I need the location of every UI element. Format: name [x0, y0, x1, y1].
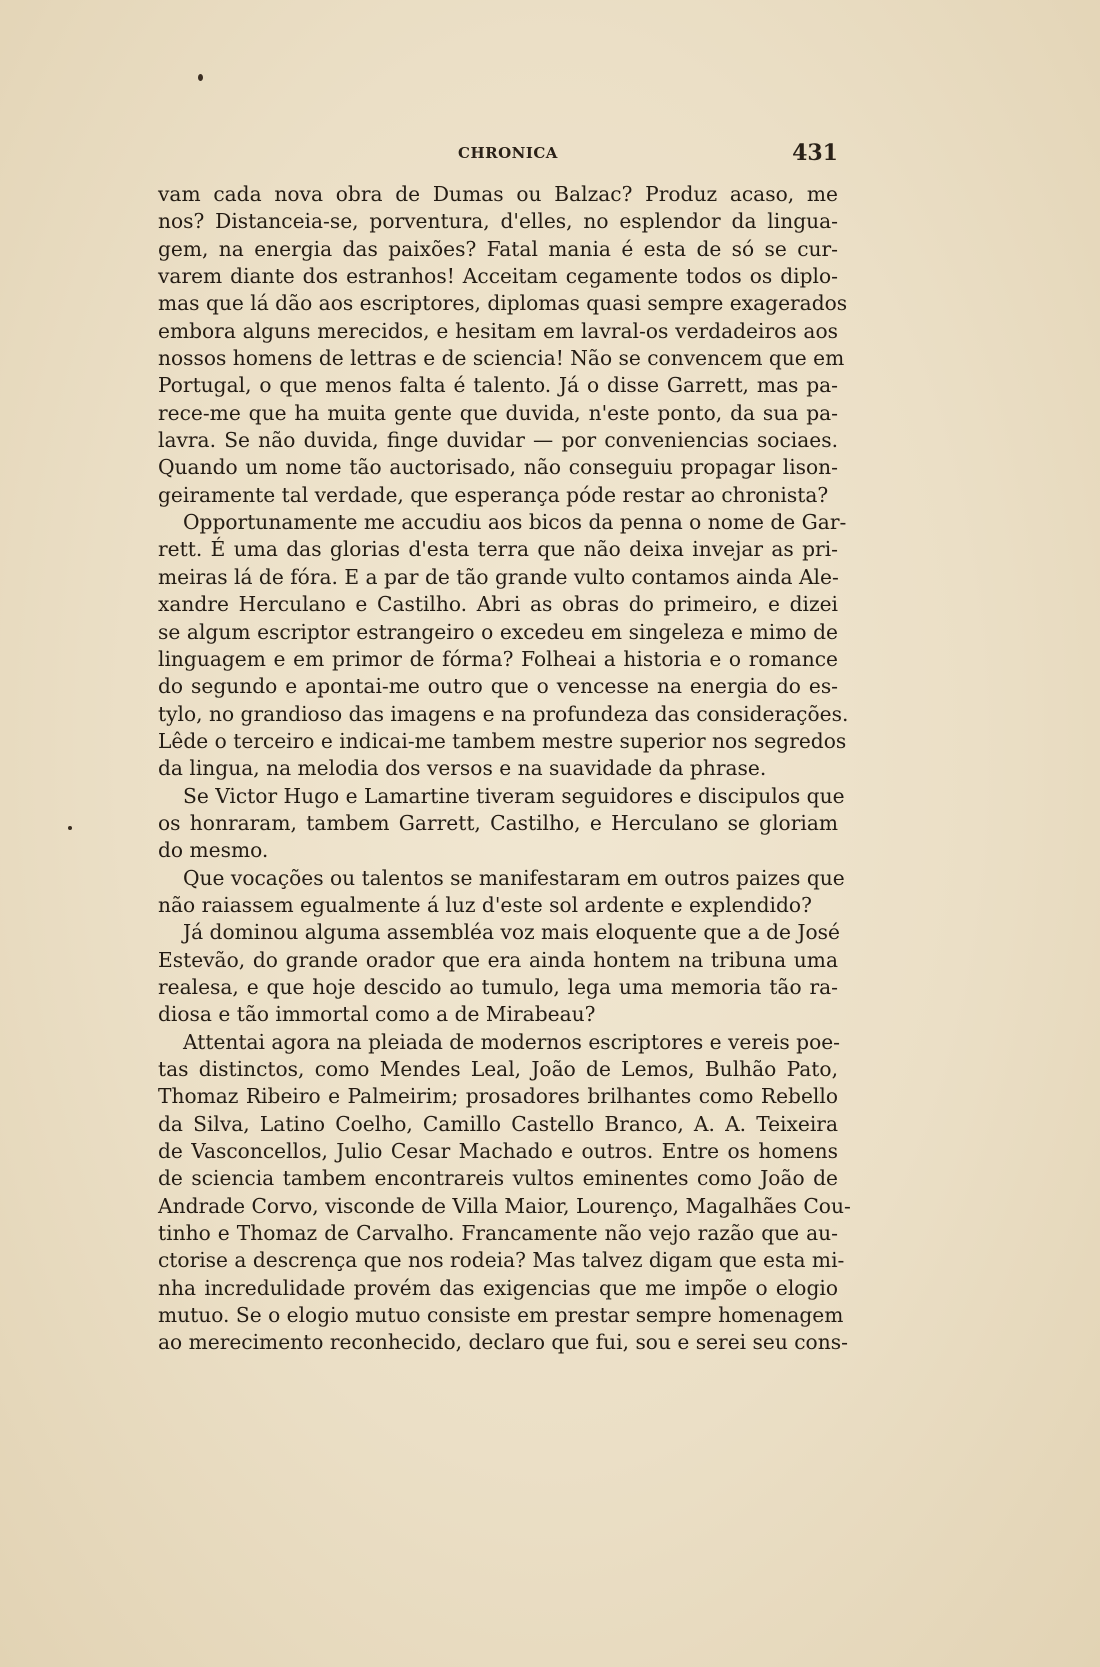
text-line: da Silva, Latino Coelho, Camillo Castello Branco, A. A. Teixeira — [158, 1111, 838, 1136]
text-line: se algum escriptor estrangeiro o excedeu em singeleza e mimo de — [158, 619, 838, 644]
text-line: Portugal, o que menos falta é talento. Já o disse Garrett, mas pa- — [158, 373, 838, 398]
paragraph — [158, 509, 849, 782]
paragraph — [158, 181, 848, 509]
text-line: Se Victor Hugo e Lamartine tiveram seguidores e discipulos que — [183, 783, 845, 808]
text-line: linguagem e em primor de fórma? Folheai a historia e o romance — [158, 646, 838, 671]
paragraph — [158, 865, 845, 920]
text-line: nha incredulidade provém das exigencias que me impõe o elogio — [158, 1275, 838, 1300]
text-line: não raiassem egualmente á luz d'este sol ardente e explendido? — [158, 892, 812, 917]
text-line: ctorise a descrença que nos rodeia? Mas talvez digam que esta mi- — [158, 1248, 845, 1273]
page-number: 431 — [792, 140, 838, 166]
text-line: tas distinctos, como Mendes Leal, João de Lemos, Bulhão Pato, — [158, 1057, 838, 1081]
text-line: vam cada nova obra de Dumas ou Balzac? Produz acaso, me — [158, 182, 838, 206]
text-line: Lêde o terceiro e indicai-me tambem mestre superior nos segredos — [158, 728, 847, 753]
text-line: de Vasconcellos, Julio Cesar Machado e outros. Entre os homens — [158, 1139, 838, 1164]
text-line: da lingua, na melodia dos versos e na suavidade da phrase. — [158, 756, 767, 781]
text-line: xandre Herculano e Castilho. Abri as obras do primeiro, e dizei — [158, 592, 838, 617]
text-line: lavra. Se não duvida, finge duvidar — por conveniencias sociaes. — [158, 428, 838, 453]
text-line: Que vocações ou talentos se manifestaram em outros paizes que — [183, 865, 845, 890]
text-line: mutuo. Se o elogio mutuo consiste em prestar sempre homenagem — [158, 1303, 844, 1328]
text-line: Andrade Corvo, visconde de Villa Maior, Lourenço, Magalhães Cou- — [158, 1193, 851, 1218]
text-line: nos? Distanceia-se, porventura, d'elles, no esplendor da lingua- — [158, 209, 838, 234]
text-line: Attentai agora na pleiada de modernos escriptores e vereis poe- — [183, 1029, 840, 1054]
page-header — [158, 140, 838, 170]
ink-speck — [198, 74, 203, 81]
text-line: gem, na energia das paixões? Fatal mania é esta de só se cur- — [158, 236, 838, 261]
text-line: meiras lá de fóra. E a par de tão grande vulto contamos ainda Ale- — [158, 564, 839, 589]
text-line: do mesmo. — [158, 838, 269, 863]
text-line: rett. É uma das glorias d'esta terra que não deixa invejar as pri- — [158, 537, 838, 562]
body-text — [158, 181, 851, 1357]
text-line: Opportunamente me accudiu aos bicos da penna o nome de Gar- — [183, 510, 847, 535]
ink-speck — [68, 826, 72, 830]
text-line: Quando um nome tão auctorisado, não conseguiu propagar lison- — [158, 455, 838, 480]
text-line: de sciencia tambem encontrareis vultos eminentes como João de — [158, 1166, 838, 1191]
text-line: mas que lá dão aos escriptores, diplomas quasi sempre exagerados — [158, 291, 848, 316]
text-line: Thomaz Ribeiro e Palmeirim; prosadores brilhantes como Rebello — [158, 1084, 838, 1109]
paragraph — [158, 1029, 851, 1357]
text-line: realesa, e que hoje descido ao tumulo, lega uma memoria tão ra- — [158, 974, 838, 999]
text-line: nossos homens de lettras e de sciencia! Não se convencem que em — [158, 346, 845, 371]
text-line: tinho e Thomaz de Carvalho. Francamente não vejo razão que au- — [158, 1221, 838, 1246]
text-line: Já dominou alguma assembléa voz mais eloquente que a de José — [183, 920, 840, 945]
text-line: tylo, no grandioso das imagens e na profundeza das considerações. — [158, 701, 849, 726]
text-line: embora alguns merecidos, e hesitam em lavral-os verdadeiros aos — [158, 318, 838, 343]
paragraph — [158, 919, 838, 1028]
text-line: geiramente tal verdade, que esperança póde restar ao chronista? — [158, 482, 829, 507]
text-line: os honraram, tambem Garrett, Castilho, e Herculano se gloriam — [158, 810, 838, 835]
text-line: do segundo e apontai-me outro que o vencesse na energia do es- — [158, 674, 838, 699]
text-line: Estevão, do grande orador que era ainda hontem na tribuna uma — [158, 947, 838, 972]
text-line: diosa e tão immortal como a de Mirabeau? — [158, 1002, 596, 1027]
running-title: CHRONICA — [458, 144, 558, 162]
paragraph — [158, 783, 845, 865]
text-line: rece-me que ha muita gente que duvida, n'este ponto, da sua pa- — [158, 400, 838, 425]
text-line: varem diante dos estranhos! Acceitam cegamente todos os diplo- — [158, 264, 838, 289]
text-line: ao merecimento reconhecido, declaro que fui, sou e serei seu cons- — [158, 1330, 848, 1355]
